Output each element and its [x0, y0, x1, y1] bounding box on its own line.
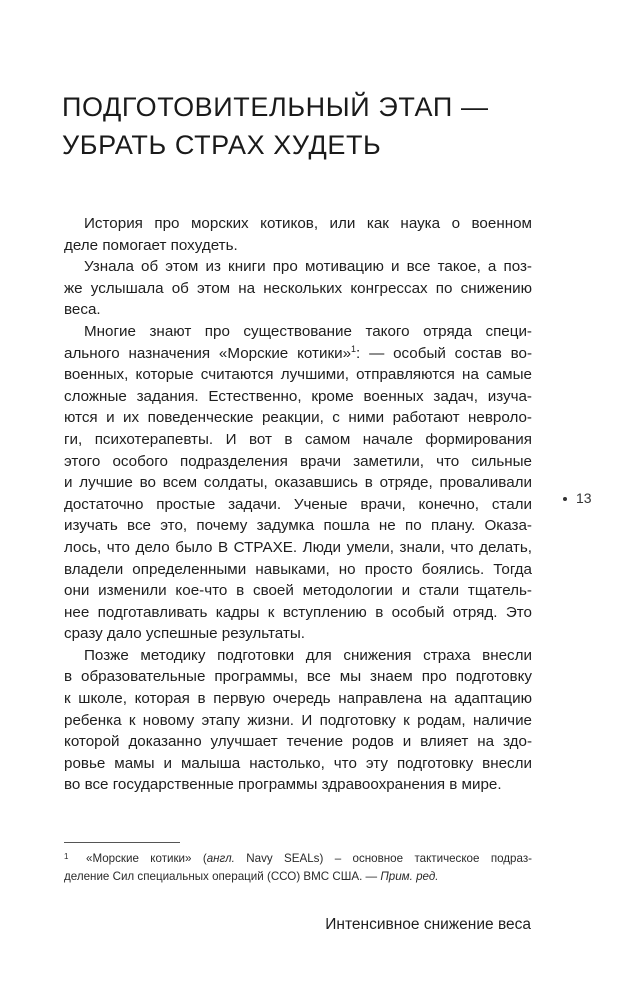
text-line: во все государственные программы здравоохранения в мире. — [64, 776, 502, 794]
running-footer: Интенсивное снижение веса — [325, 916, 531, 933]
text-line: же услышала об этом на нескольких конгрессах по снижению — [64, 279, 532, 297]
text-line: История про морских котиков, или как наука о военном — [84, 215, 532, 232]
chapter-title-line-1: ПОДГОТОВИТЕЛЬНЫЙ ЭТАП — — [62, 92, 489, 122]
footnote-divider — [64, 842, 180, 843]
bullet-dot-icon — [563, 497, 567, 501]
text-line — [64, 343, 532, 365]
paragraph-1 — [64, 213, 532, 256]
footnote-number: 1 — [64, 852, 69, 861]
text-line: изучать все это, почему задумка пошла не по плану. Оказа- — [64, 517, 532, 535]
text-line: нее подготавливать кадры к вступлению в особый отряд. Это — [64, 603, 532, 621]
footnote-line — [64, 850, 532, 868]
text-line: и лучшие во всем солдаты, оказавшись в отряде, проваливали — [64, 474, 532, 492]
text-line: ровье мамы и малыша настолько, что эту подготовку внесли — [64, 754, 532, 772]
page-number: 13 — [576, 490, 592, 506]
footnote-reference[interactable]: 1 — [351, 343, 357, 354]
body-text — [64, 213, 532, 796]
chapter-title — [62, 88, 542, 164]
text-fragment: Navy SEALs) – основное тактическое подраз- — [234, 852, 532, 865]
text-line: Узнала об этом из книги про мотивацию и все такое, а поз- — [84, 258, 532, 276]
text-line: в образовательные программы, все мы знаем про подготовку — [64, 668, 532, 686]
text-fragment: англ. — [206, 852, 235, 865]
text-line: ги, психотерапевты. И вот в самом начале формирования — [64, 430, 532, 448]
text-line: сложные задания. Естественно, кроме военных задач, изуча- — [64, 387, 532, 405]
chapter-title-line-2: УБРАТЬ СТРАХ ХУДЕТЬ — [62, 130, 382, 160]
text-fragment: «Морские котики» ( — [86, 852, 207, 865]
text-line: к школе, которая в первую очередь направлена на адаптацию — [64, 690, 532, 708]
text-fragment: деление Сил специальных операций (ССО) ВМС США. — — [64, 869, 381, 883]
text-line: достаточно простые задачи. Ученые врачи, конечно, стали — [64, 495, 532, 513]
text-line: этого особого подразделения врачи заметили, что сильные — [64, 452, 532, 470]
text-line: ребенка к новому этапу жизни. И подготовку к родам, наличие — [64, 711, 532, 729]
text-line: которой доказанно улучшает течение родов и влияет на здо- — [64, 733, 532, 751]
text-line: веса. — [64, 301, 101, 319]
text-line: владели определенными навыками, но просто боялись. Тогда — [64, 560, 532, 578]
text-fragment: : — особый состав во- — [356, 344, 532, 362]
text-line: они изменили кое-что в своей методологии и стали тщатель- — [64, 582, 532, 600]
paragraph-4 — [64, 645, 532, 796]
text-line: лось, что дело было В СТРАХЕ. Люди умели, знали, что делать, — [64, 538, 532, 556]
text-line: Многие знают про существование такого отряда специ- — [84, 322, 532, 340]
text-fragment: ального назначения «Морские котики» — [64, 344, 352, 362]
text-line: Позже методику подготовки для снижения страха внесли — [84, 646, 532, 664]
text-line: деле помогает похудеть. — [64, 236, 238, 254]
paragraph-3 — [64, 321, 532, 645]
text-line: сразу дало успешные результаты. — [64, 625, 305, 643]
page-number-marker — [563, 490, 592, 506]
footnote-line — [64, 868, 532, 886]
text-line: военных, которые считаются лучшими, отправляются на самые — [64, 366, 532, 384]
footnote — [64, 850, 532, 885]
text-line: ются и их поведенческие реакции, с ними работают невроло- — [64, 409, 532, 427]
paragraph-2 — [64, 256, 532, 321]
text-fragment: Прим. ред. — [380, 869, 439, 883]
